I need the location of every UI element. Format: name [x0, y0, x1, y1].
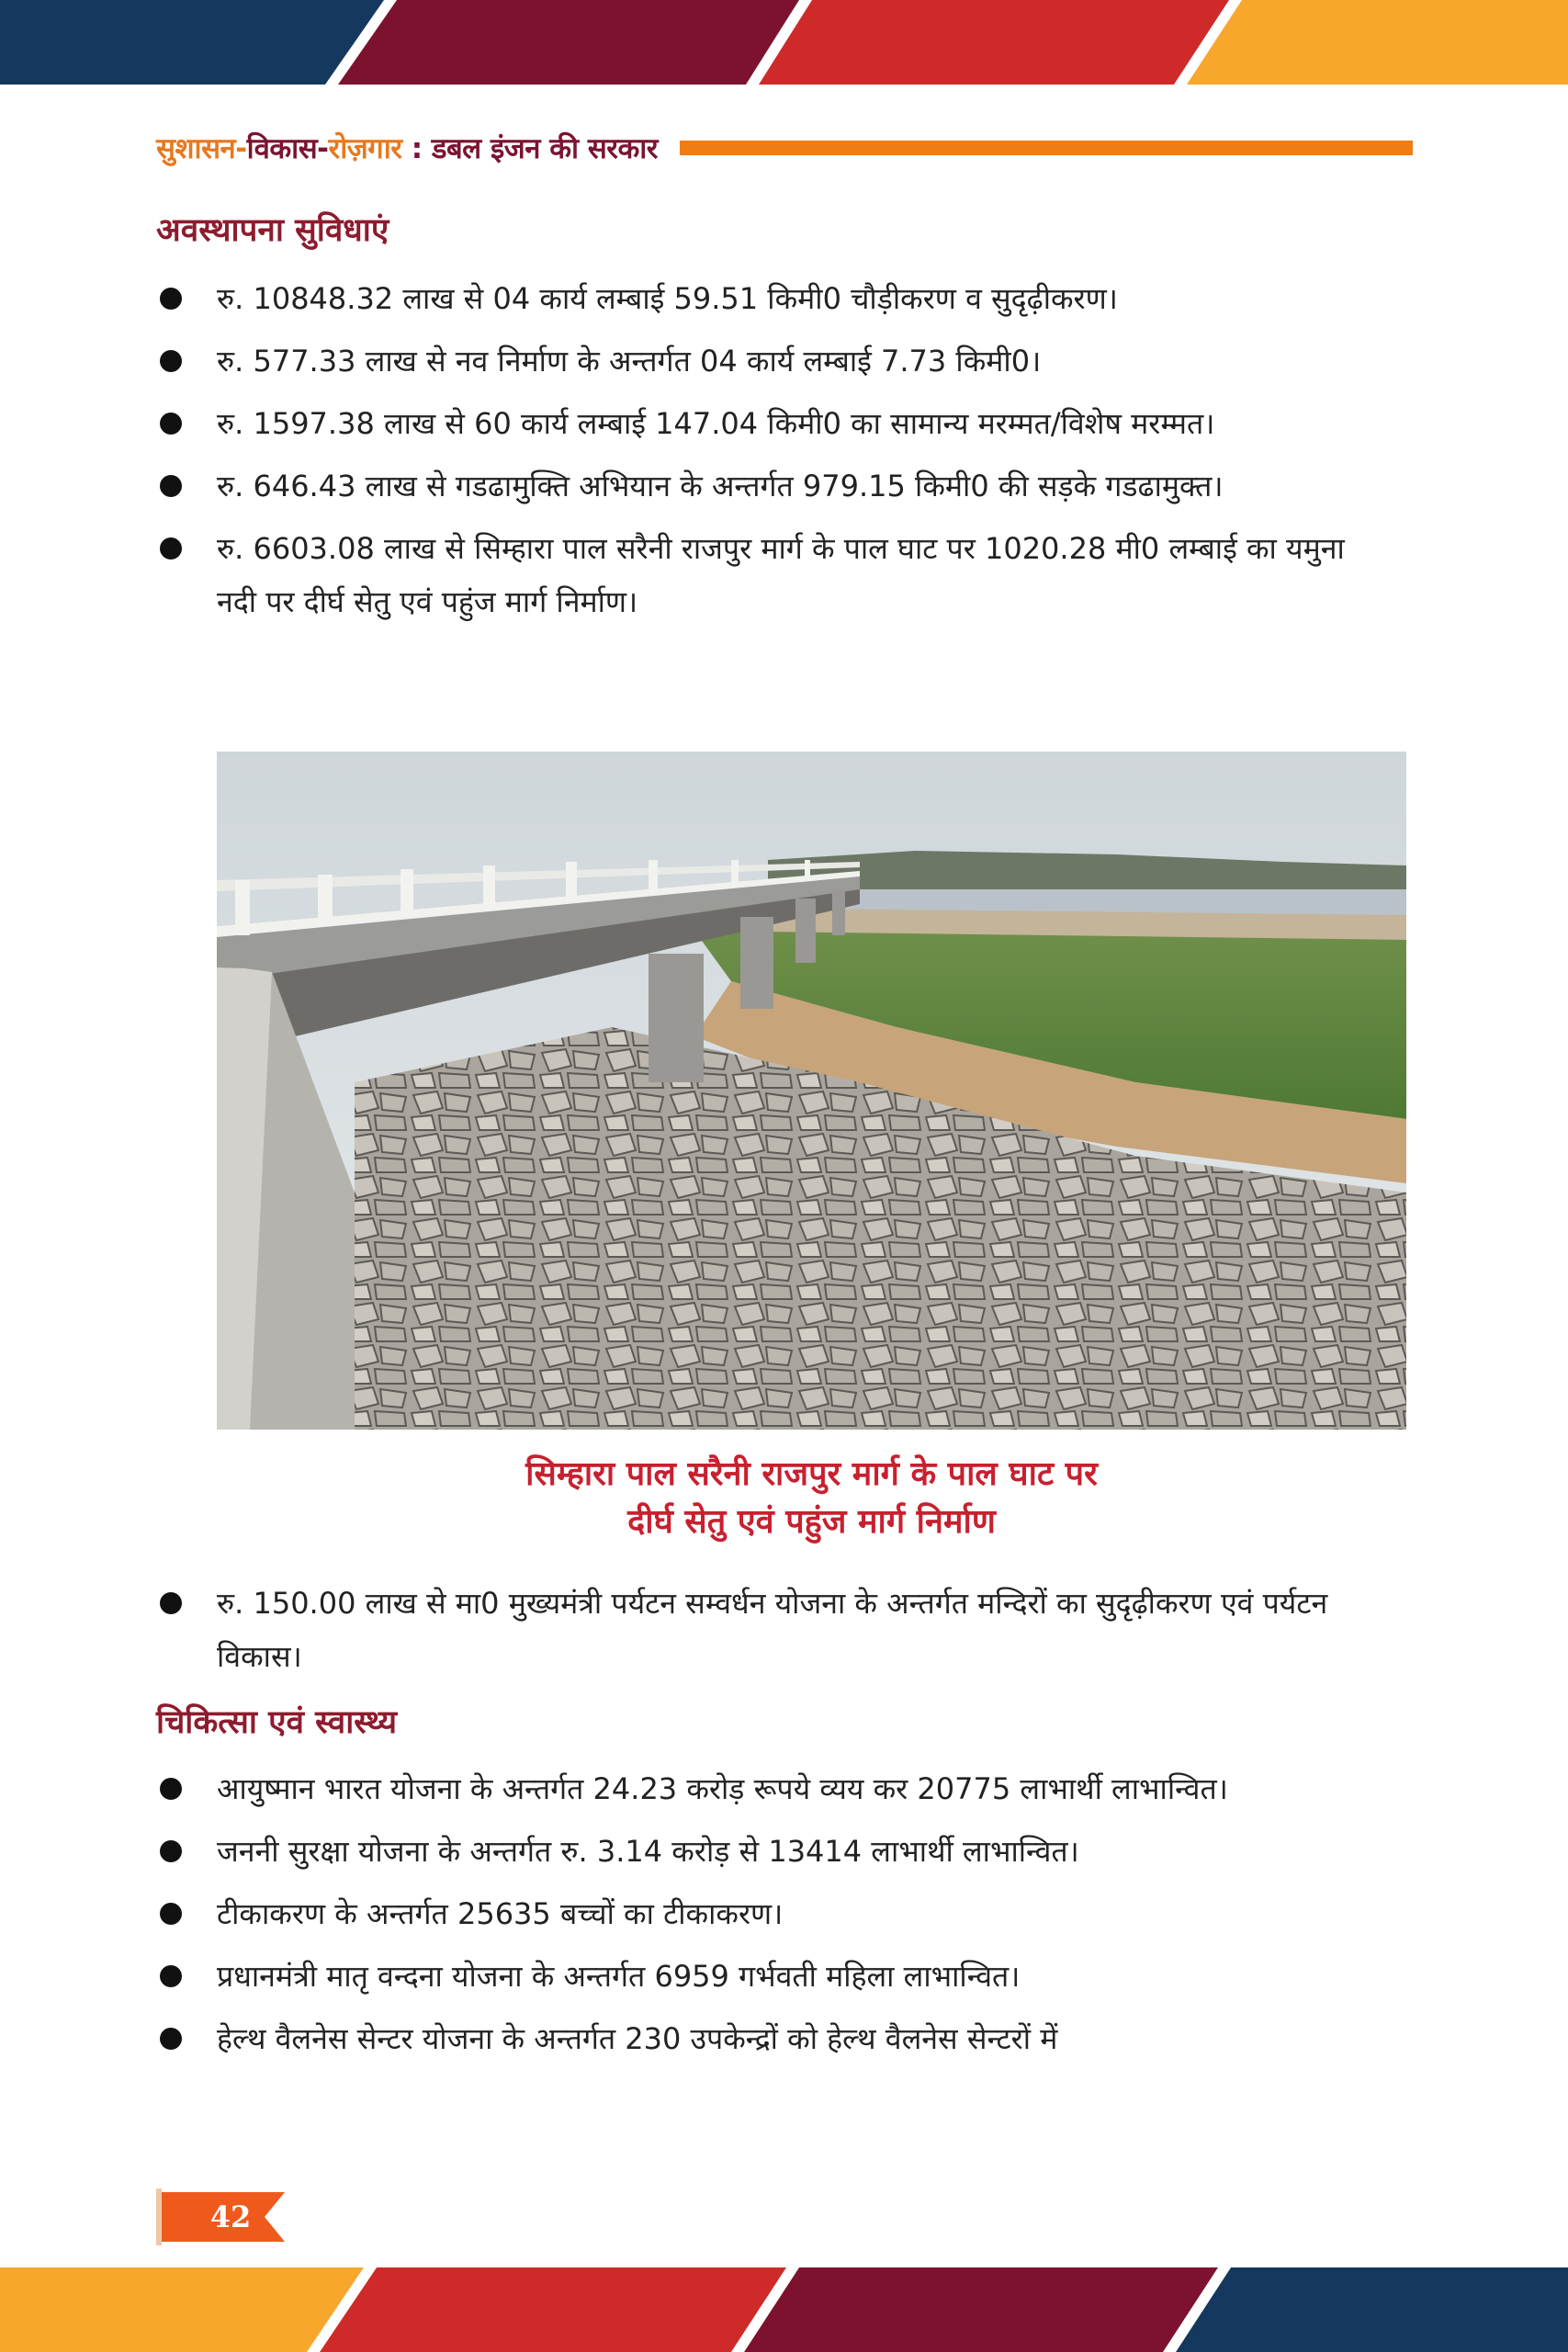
header-rule: [680, 141, 1413, 155]
infrastructure-list: [156, 272, 1369, 638]
bullet-icon: [160, 1965, 182, 1987]
photo-caption-line2: दीर्घ सेतु एवं पहुंज मार्ग निर्माण: [627, 1502, 996, 1541]
running-header: [156, 125, 1413, 171]
list-item: [156, 1577, 1369, 1683]
top-color-band: [0, 0, 1568, 85]
bullet-icon: [160, 1840, 182, 1862]
bullet-icon: [160, 288, 182, 310]
bullet-icon: [160, 350, 182, 372]
bullet-icon: [160, 2028, 182, 2050]
bullet-icon: [160, 1592, 182, 1614]
list-item-text: रु. 1597.38 लाख से 60 कार्य लम्बाई 147.04 किमी0 का सामान्य मरम्मत/विशेष मरम्मत।: [217, 406, 1215, 441]
list-item-text: प्रधानमंत्री मातृ वन्दना योजना के अन्तर्गत 6959 गर्भवती महिला लाभान्वित।: [217, 1959, 1021, 1994]
health-list: [156, 1762, 1369, 2075]
list-item-text: रु. 6603.08 लाख से सिम्हारा पाल सरैनी राजपुर मार्ग के पाल घाट पर 1020.28 मी0 लम्बाई का यमुना नदी पर दीर्घ सेतु एवं पहुंज मार्ग निर्माण।: [217, 531, 1345, 619]
bullet-icon: [160, 1778, 182, 1800]
bullet-icon: [160, 1903, 182, 1925]
infrastructure-list-continued: [156, 1577, 1369, 1692]
list-item-text: जननी सुरक्षा योजना के अन्तर्गत रु. 3.14 करोड़ से 13414 लाभार्थी लाभान्वित।: [217, 1834, 1079, 1869]
header-title-part3: रोज़गार: [328, 132, 402, 165]
photo-caption-line1: सिम्हारा पाल सरैनी राजपुर मार्ग के पाल घाट पर: [525, 1454, 1098, 1493]
list-item-text: रु. 646.43 लाख से गडढामुक्ति अभियान के अन्तर्गत 979.15 किमी0 की सड़के गडढामुक्त।: [217, 469, 1224, 503]
bottom-band-stripes: [0, 2267, 1568, 2352]
list-item-text: आयुष्मान भारत योजना के अन्तर्गत 24.23 करोड़ रूपये व्यय कर 20775 लाभार्थी लाभान्वित।: [217, 1771, 1228, 1806]
header-title-part1: सुशासन-: [156, 132, 247, 165]
list-item: [156, 522, 1369, 628]
bridge-photo-illustration: [217, 752, 1406, 1430]
bullet-icon: [160, 413, 182, 435]
list-item-text: रु. 150.00 लाख से मा0 मुख्यमंत्री पर्यटन सम्वर्धन योजना के अन्तर्गत मन्दिरों का सुदृढ़ीकरण एवं पर्यटन विकास।: [217, 1586, 1328, 1674]
list-item: [156, 2012, 1369, 2065]
health-heading: चिकित्सा एवं स्वास्थ्य: [156, 1703, 398, 1741]
list-item: [156, 459, 1369, 513]
list-item-text: रु. 10848.32 लाख से 04 कार्य लम्बाई 59.51 किमी0 चौड़ीकरण व सुदृढ़ीकरण।: [217, 281, 1118, 316]
list-item-text: टीकाकरण के अन्तर्गत 25635 बच्चों का टीकाकरण।: [217, 1896, 784, 1931]
list-item-text: हेल्थ वैलनेस सेन्टर योजना के अन्तर्गत 230 उपकेन्द्रों को हेल्थ वैलनेस सेन्टरों में: [217, 2021, 1058, 2056]
list-item: [156, 334, 1369, 388]
bottom-color-band: [0, 2267, 1568, 2352]
list-item: [156, 1825, 1369, 1878]
header-title: [156, 129, 658, 167]
list-item: [156, 272, 1369, 325]
list-item: [156, 397, 1369, 450]
list-item: [156, 1887, 1369, 1940]
photo-caption: [217, 1450, 1406, 1545]
page-number: 42: [209, 2199, 252, 2234]
list-item: [156, 1950, 1369, 2003]
list-item: [156, 1762, 1369, 1815]
bullet-icon: [160, 537, 182, 560]
list-item-text: रु. 577.33 लाख से नव निर्माण के अन्तर्गत 04 कार्य लम्बाई 7.73 किमी0।: [217, 344, 1042, 379]
header-title-part2: विकास-: [246, 132, 329, 165]
top-band-stripes: [0, 0, 1568, 85]
bullet-icon: [160, 475, 182, 497]
bridge-photo: [217, 752, 1406, 1430]
header-title-part4: : डबल इंजन की सरकार: [401, 132, 658, 165]
infrastructure-heading: अवस्थापना सुविधाएं: [156, 211, 389, 249]
